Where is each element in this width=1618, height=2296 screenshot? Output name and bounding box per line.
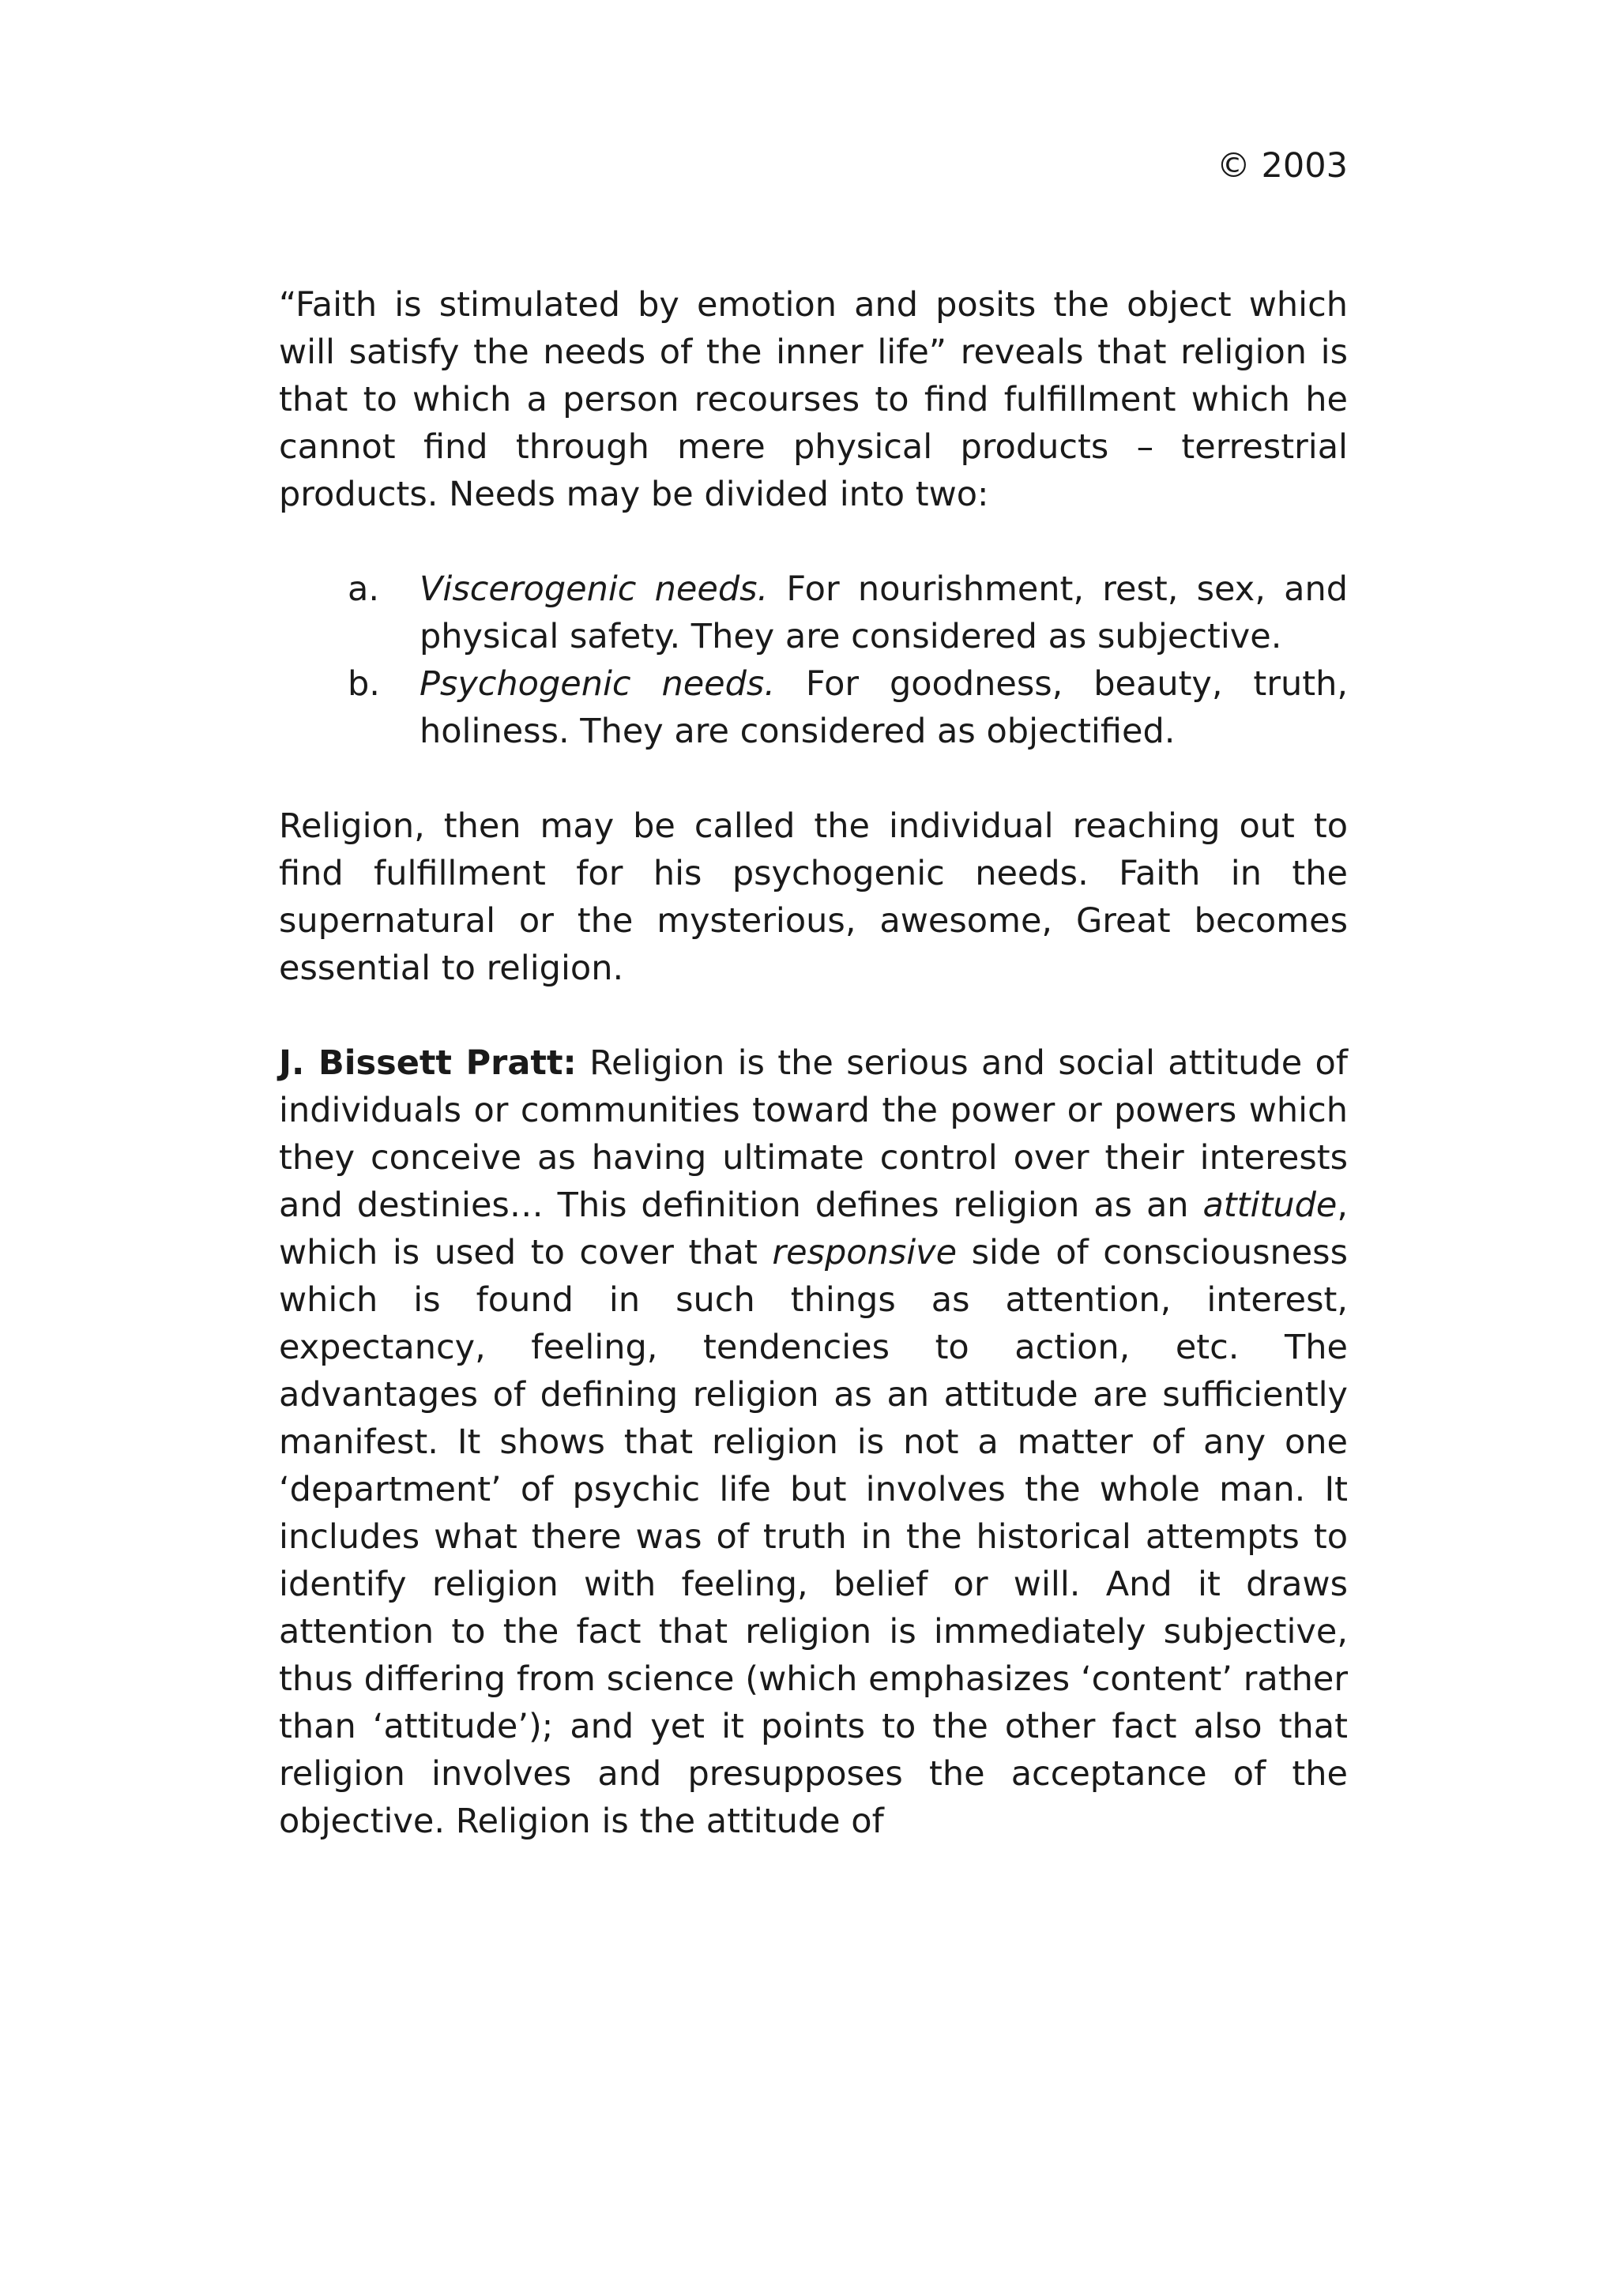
list-item-term: Viscerogenic needs. [420,569,769,609]
pratt-paragraph [279,1039,1348,1845]
pratt-text-part: , which is used to cover that [279,1186,1348,1272]
intro-paragraph: “Faith is stimulated by emotion and posits the object which will satisfy the needs of the inner life” reveals that religion is that to which a person recourses to find fulfillment which he cannot find through mere physical products – terrestrial products. Needs may be divided into two: [279,285,1348,514]
paragraph-spacer [279,992,1348,1039]
list-item-term: Psychogenic needs. [420,664,775,704]
paragraph-spacer [279,755,1348,802]
pratt-emphasis: responsive [772,1233,958,1272]
copyright-notice: © 2003 [1216,146,1348,186]
pratt-author: J. Bissett Pratt: [279,1043,577,1083]
religion-paragraph: Religion, then may be called the individual reaching out to find fulfillment for his psychogenic needs. Faith in the supernatural or the mysterious, awesome, Great becomes essential to religion. [279,806,1348,988]
list-item-text: For nourishment, rest, sex, and physical safety. They are considered as subjective. [420,569,1348,656]
document-body [279,281,1348,1845]
needs-list [279,566,1348,755]
list-item [279,660,1348,755]
list-item [279,566,1348,660]
pratt-text-part: Religion is the serious and social attitude of individuals or communities toward the power or powers which they conceive as having ultimate control over their interests and destinies… This definition defines religion as an [279,1043,1348,1225]
list-marker: b. [348,664,380,704]
pratt-text-part: side of consciousness which is found in such things as attention, interest, expectancy, feeling, tendencies to action, etc. The advantages of defining religion as an attitude are sufficiently manifest. It shows that religion is not a matter of any one ‘department’ of psychic life but involves the whole man. It includes what there was of truth in the historical attempts to identify religion with feeling, belief or will. And it draws attention to the fact that religion is immediately subjective, thus differing from science (which emphasizes ‘content’ rather than ‘attitude’); and yet it points to the other fact also that religion involves and presupposes the acceptance of the objective. Religion is the attitude of [279,1233,1348,1841]
list-item-text: For goodness, beauty, truth, holiness. They are considered as objectified. [420,664,1349,751]
paragraph-spacer [279,518,1348,566]
pratt-emphasis: attitude [1202,1186,1338,1225]
list-marker: a. [348,569,380,609]
